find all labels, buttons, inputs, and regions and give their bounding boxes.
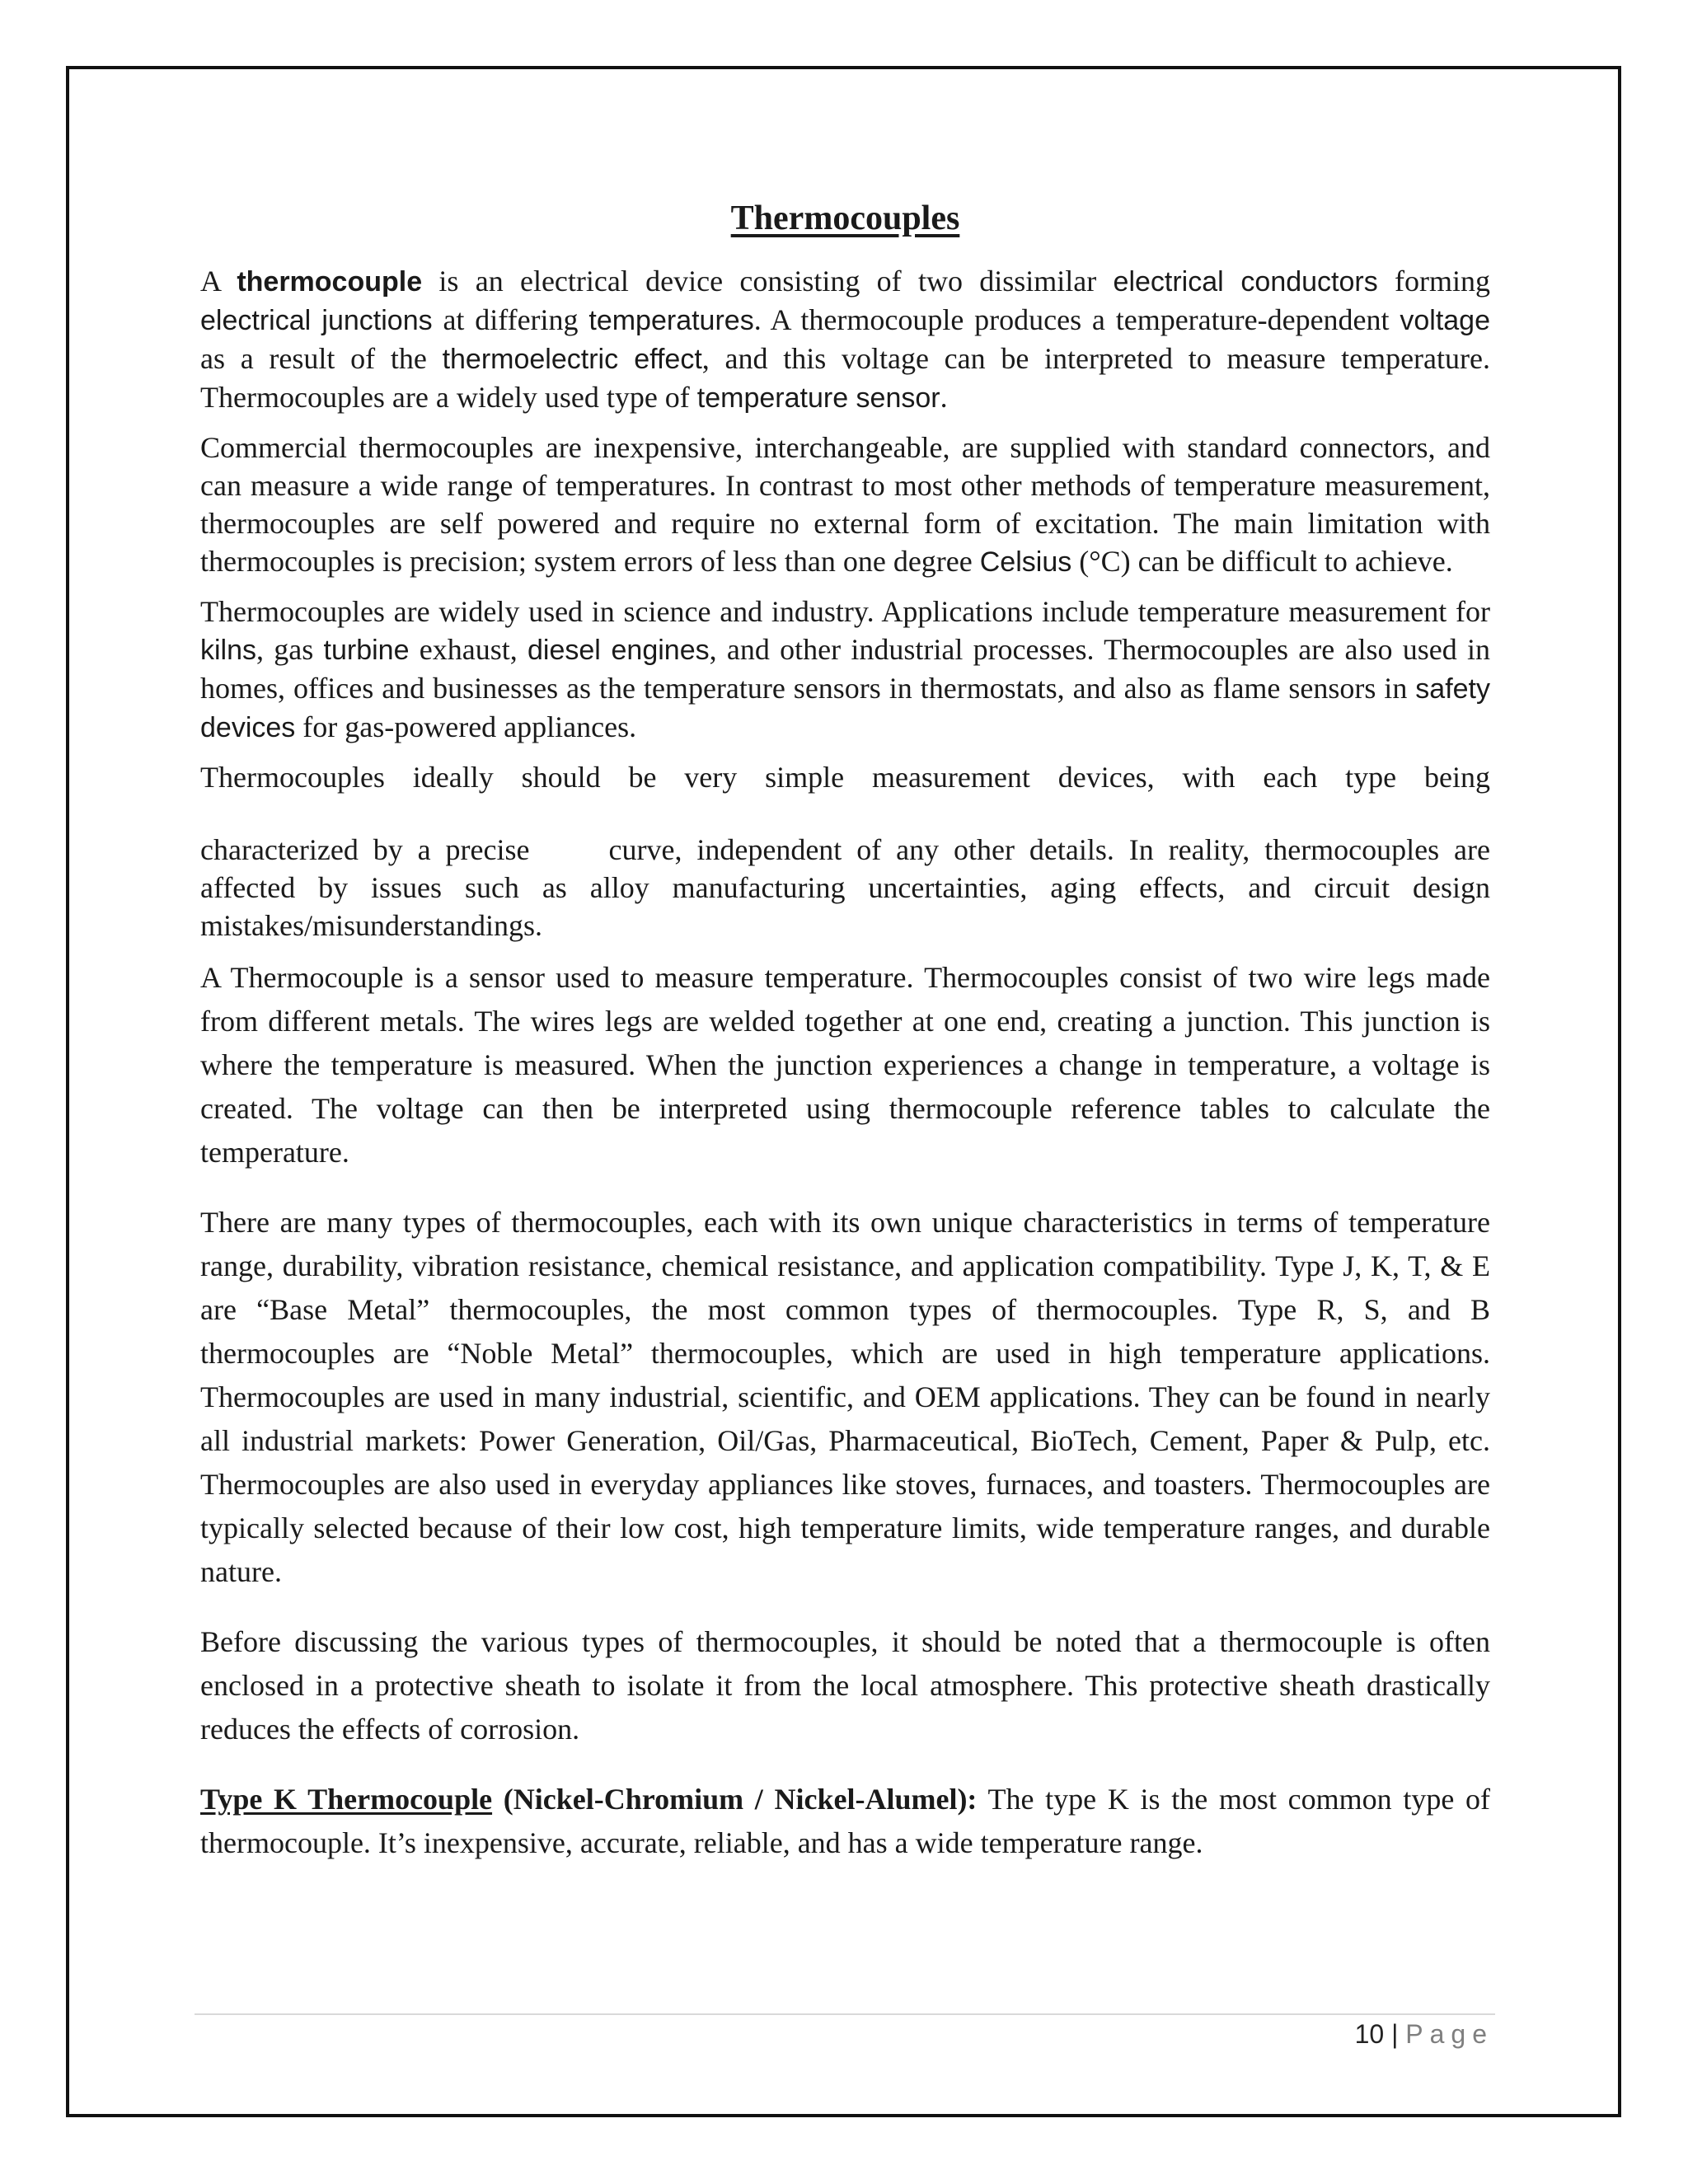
text-run: Commercial thermocouples are inexpensive, interchangeable, are supplied with standard connectors, and can measure a wide range of temperatures. In contrast to most other methods of temperature measurement, thermocouples are self powered and require no external form of excitation. The main limitation with thermocouples is precision; system errors of less than one degree <box>200 431 1490 579</box>
paragraph-applications <box>200 593 1490 747</box>
page-title: Thermocouples <box>730 199 960 237</box>
page-footer <box>1355 2019 1493 2050</box>
text-run: Thermocouples are widely used in science and industry. Applications include temperature measurement for <box>200 595 1490 629</box>
term-thermoelectric-effect: thermoelectric effect <box>442 344 702 376</box>
term-kilns: kilns <box>200 635 257 667</box>
term-electrical-junctions: electrical junctions <box>200 305 433 337</box>
text-run: at differing <box>432 303 589 337</box>
term-turbine: turbine <box>323 635 410 667</box>
paragraph-ideal <box>200 831 1490 944</box>
paragraph-ideal-line: Thermocouples ideally should be very simple measurement devices, with each type being <box>200 761 1490 794</box>
paragraph-commercial <box>200 429 1490 581</box>
term-temperature-sensor: temperature sensor <box>696 382 940 415</box>
text-run: as a result of the <box>200 342 443 376</box>
text-run: , gas <box>256 633 324 667</box>
text-run: for gas-powered appliances. <box>295 710 637 744</box>
text-run: . A thermocouple produces a temperature-dependent <box>753 303 1400 337</box>
paragraph-definition <box>200 262 1490 417</box>
text-run: forming <box>1377 265 1491 298</box>
term-electrical-conductors: electrical conductors <box>1113 266 1378 298</box>
paragraph-types: There are many types of thermocouples, each with its own unique characteristics in terms of temperature range, durability, vibration resistance, chemical resistance, and application compatibility. Type J, K, T, & E are “Base Metal” thermocouples, the most common types of thermocouples. Type R, S, and B thermocouples are “Noble Metal” thermocouples, which are used in high temperature applications. Thermocouples are used in many industrial, scientific, and OEM applications. They can be found in nearly all industrial markets: Power Generation, Oil/Gas, Pharmaceutical, BioTech, Cement, Paper & Pulp, etc. Thermocouples are also used in everyday appliances like stoves, furnaces, and toasters. Thermocouples are typically selected because of their low cost, high temperature limits, wide temperature ranges, and durable nature. <box>200 1206 1490 1589</box>
term-voltage: voltage <box>1400 305 1490 337</box>
term-safety-devices: safety devices <box>200 673 1490 744</box>
footer-separator: | <box>1384 2019 1406 2049</box>
page-label: Page <box>1405 2019 1493 2049</box>
text-run: . <box>940 381 948 415</box>
type-k-heading: Type K Thermocouple <box>200 1783 493 1816</box>
text-run: is an electrical device consisting of two dissimilar <box>422 265 1114 298</box>
page-number: 10 <box>1354 2019 1385 2049</box>
text-run: A <box>200 265 237 298</box>
paragraph-type-k <box>200 1778 1490 1865</box>
text-run: curve, independent of any other details. In reality, thermocouples are affected by issues such as alloy manufacturing uncertainties, aging effects, and circuit design mistakes/misunderstandings. <box>200 833 1491 943</box>
text-run: (°C) can be difficult to achieve. <box>1071 545 1453 579</box>
footer-divider <box>195 2013 1495 2015</box>
term-celsius: Celsius <box>979 546 1072 579</box>
term-thermocouple: thermocouple <box>237 266 423 298</box>
paragraph-sheath: Before discussing the various types of thermocouples, it should be noted that a thermocouple is often enclosed in a protective sheath to isolate it from the local atmosphere. This protective sheath drastically reduces the effects of corrosion. <box>200 1625 1490 1746</box>
text-run: , and this voltage can be interpreted to measure temperature. Thermocouples are a widely used type of <box>200 342 1490 415</box>
text-run: exhaust, <box>409 633 528 667</box>
type-k-alloys: (Nickel-Chromium / Nickel-Alumel): <box>492 1783 978 1816</box>
text-run: The type K is the most common type of thermocouple. It’s inexpensive, accurate, reliable, and has a wide temperature range. <box>200 1783 1490 1860</box>
term-diesel-engines: diesel engines <box>527 635 710 667</box>
term-temperatures: temperatures <box>588 305 754 337</box>
text-run: characterized by a precise <box>200 833 530 867</box>
paragraph-sensor: A Thermocouple is a sensor used to measure temperature. Thermocouples consist of two wire legs made from different metals. The wires legs are welded together at one end, creating a junction. This junction is where the temperature is measured. When the junction experiences a change in temperature, a voltage is created. The voltage can then be interpreted using thermocouple reference tables to calculate the temperature. <box>200 961 1490 1169</box>
text-run: , and other industrial processes. Thermocouples are also used in homes, offices and businesses as the temperature sensors in thermostats, and also as flame sensors in <box>200 633 1490 705</box>
document-body <box>200 198 1490 1891</box>
